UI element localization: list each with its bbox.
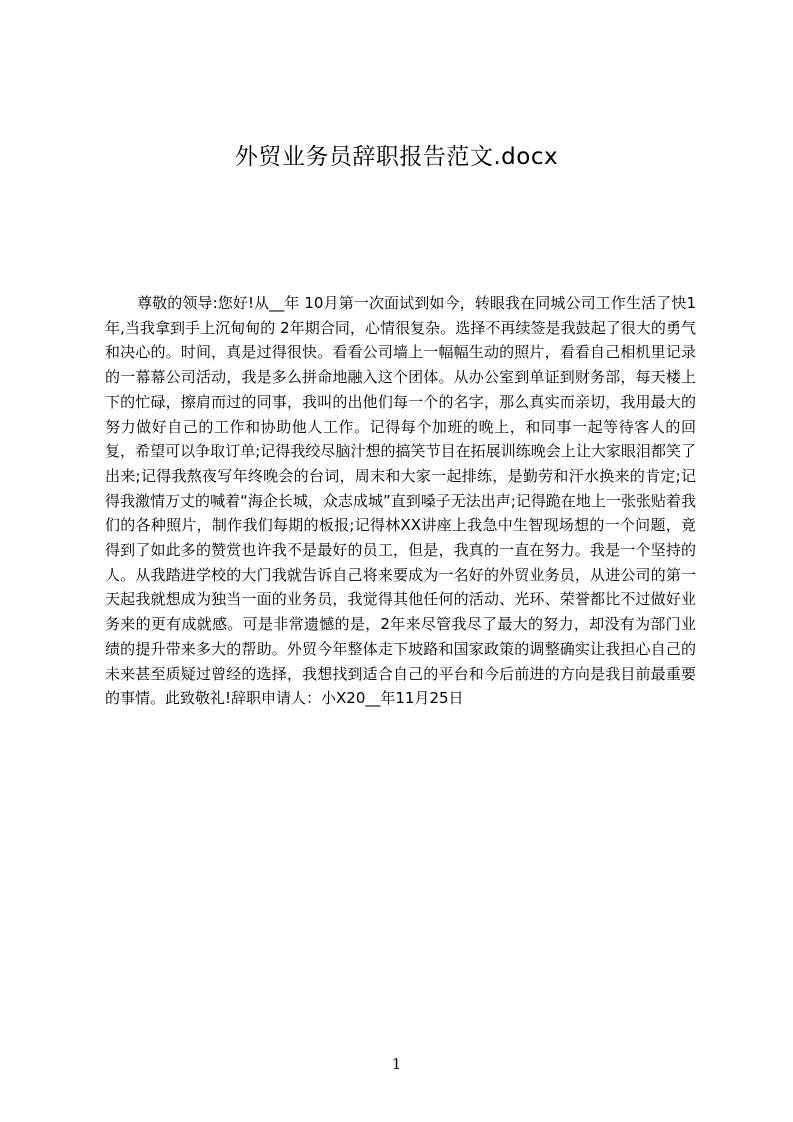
resignation-letter-body: 尊敬的领导:您好!从__年 10月第一次面试到如今，转眼我在同城公司工作生活了快1年,当我拿到手上沉甸甸的 2年期合同，心情很复杂。选择不再续签是我鼓起了很大的勇气和决心的。时间，真是过得很快。看看公司墙上一幅幅生动的照片，看看自己相机里记录的一幕幕公司活动，我是多么拼命地融入这个团体。从办公室到单证到财务部，每天楼上下的忙碌，擦肩而过的同事，我叫的出他们每一个的名字，那么真实而亲切，我用最大的努力做好自己的工作和协助他人工作。记得每个加班的晚上，和同事一起等待客人的回复，希望可以争取订单;记得我绞尽脑汁想的搞笑节目在拓展训练晚会上让大家眼泪都笑了出来;记得我熬夜写年终晚会的台词，周末和大家一起排练，是勤劳和汗水换来的肯定;记得我激情万丈的喊着“海企长城，众志成城”直到嗓子无法出声;记得跪在地上一张张贴着我们的各种照片，制作我们每期的板报;记得林XX讲座上我急中生智现场想的一个问题，竟得到了如此多的赞赏也许我不是最好的员工，但是，我真的一直在努力。我是一个坚持的人。从我踏进学校的大门我就告诉自己将来要成为一名好的外贸业务员，从进公司的第一天起我就想成为独当一面的业务员，我觉得其他任何的活动、光环、荣誉都比不过做好业务来的更有成就感。可是非常遗憾的是，2年来尽管我尽了最大的努力，却没有为部门业绩的提升带来多大的帮助。外贸今年整体走下坡路和国家政策的调整确实让我担心自己的未来甚至质疑过曾经的选择，我想找到适合自己的平台和今后前进的方向是我目前最重要的事情。此致敬礼!辞职申请人：小X20__年11月25日 bbox=[105, 294, 696, 708]
document-title: 外贸业务员辞职报告范文.docx bbox=[234, 144, 559, 170]
page-number: 1 bbox=[391, 1055, 402, 1073]
